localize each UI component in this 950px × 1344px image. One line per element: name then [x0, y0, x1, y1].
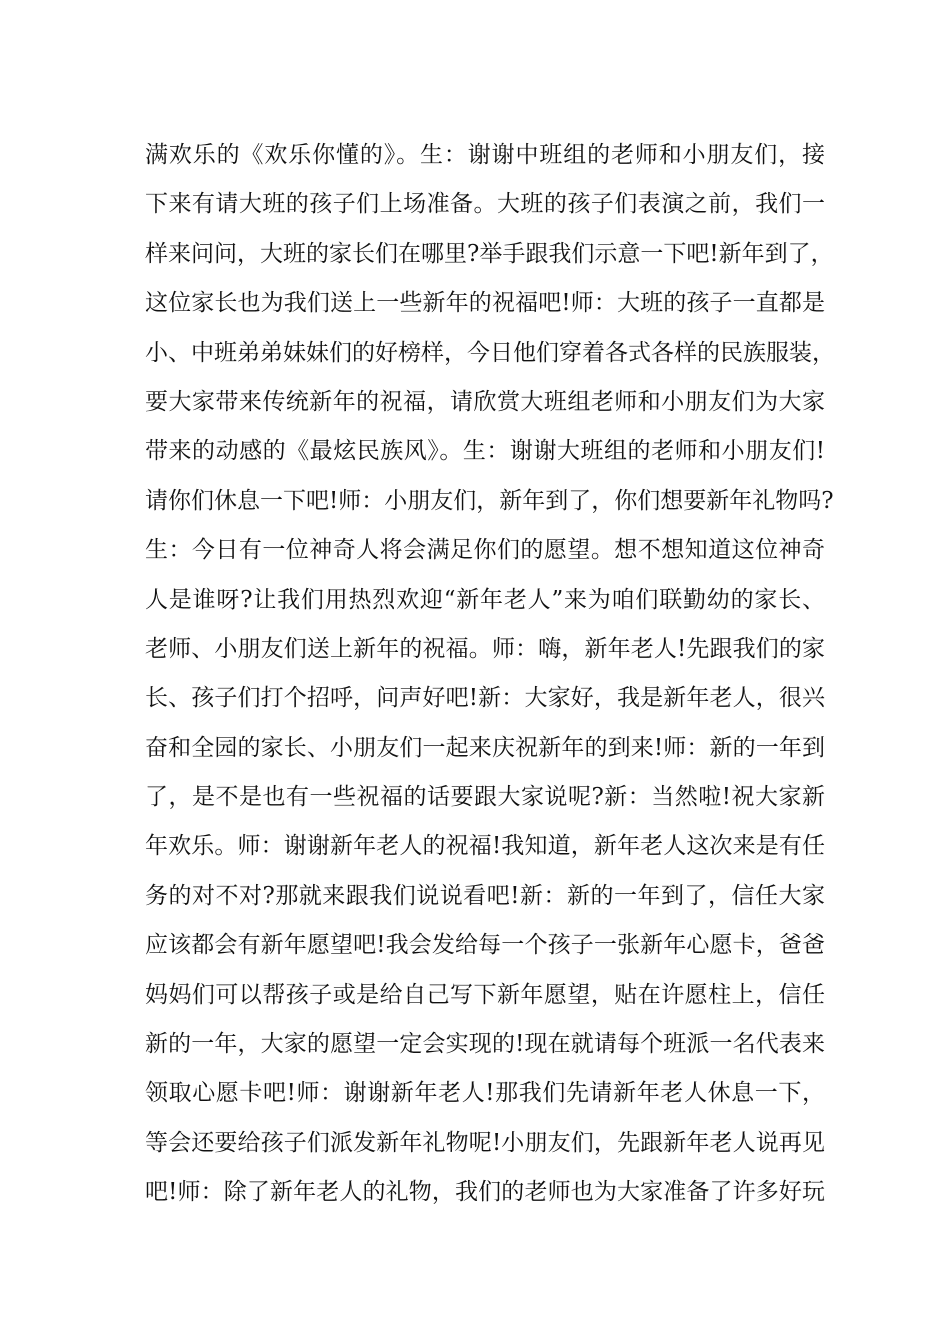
text-line: 奋和全园的家长、小朋友们一起来庆祝新年的到来!师：新的一年到 [145, 734, 825, 761]
text-line: 妈妈们可以帮孩子或是给自己写下新年愿望，贴在许愿柱上，信任 [145, 981, 825, 1008]
text-line: 年欢乐。师：谢谢新年老人的祝福!我知道，新年老人这次来是有任 [145, 833, 825, 860]
text-line: 应该都会有新年愿望吧!我会发给每一个孩子一张新年心愿卡，爸爸 [145, 932, 825, 959]
text-line: 了，是不是也有一些祝福的话要跟大家说呢?新：当然啦!祝大家新 [145, 784, 825, 811]
text-line: 请你们休息一下吧!师：小朋友们，新年到了，你们想要新年礼物吗? [145, 487, 834, 514]
text-line: 带来的动感的《最炫民族风》。生：谢谢大班组的老师和小朋友们! [145, 438, 825, 465]
text-line: 人是谁呀?让我们用热烈欢迎“新年老人”来为咱们联勤幼的家长、 [145, 586, 825, 613]
text-line: 样来问问，大班的家长们在哪里?举手跟我们示意一下吧!新年到了， [145, 240, 834, 267]
text-line: 这位家长也为我们送上一些新年的祝福吧!师：大班的孩子一直都是 [145, 290, 825, 317]
text-line: 长、孩子们打个招呼，问声好吧!新：大家好，我是新年老人，很兴 [145, 685, 825, 712]
text-line: 下来有请大班的孩子们上场准备。大班的孩子们表演之前，我们一 [145, 191, 825, 218]
text-line: 务的对不对?那就来跟我们说说看吧!新：新的一年到了，信任大家 [145, 882, 825, 909]
text-line: 新的一年，大家的愿望一定会实现的!现在就请每个班派一名代表来 [145, 1031, 825, 1058]
text-line: 生：今日有一位神奇人将会满足你们的愿望。想不想知道这位神奇 [145, 537, 825, 564]
text-line: 小、中班弟弟妹妹们的好榜样，今日他们穿着各式各样的民族服装， [145, 339, 835, 366]
text-line: 要大家带来传统新年的祝福，请欣赏大班组老师和小朋友们为大家 [145, 388, 825, 415]
text-line: 领取心愿卡吧!师：谢谢新年老人!那我们先请新年老人休息一下， [145, 1080, 825, 1107]
body-text [145, 131, 835, 1218]
text-line: 等会还要给孩子们派发新年礼物呢!小朋友们，先跟新年老人说再见 [145, 1129, 825, 1156]
text-line: 满欢乐的《欢乐你懂的》。生：谢谢中班组的老师和小朋友们，接 [145, 142, 825, 168]
text-line: 吧!师：除了新年老人的礼物，我们的老师也为大家准备了许多好玩 [145, 1179, 825, 1206]
text-line: 老师、小朋友们送上新年的祝福。师：嗨，新年老人!先跟我们的家 [145, 635, 825, 662]
